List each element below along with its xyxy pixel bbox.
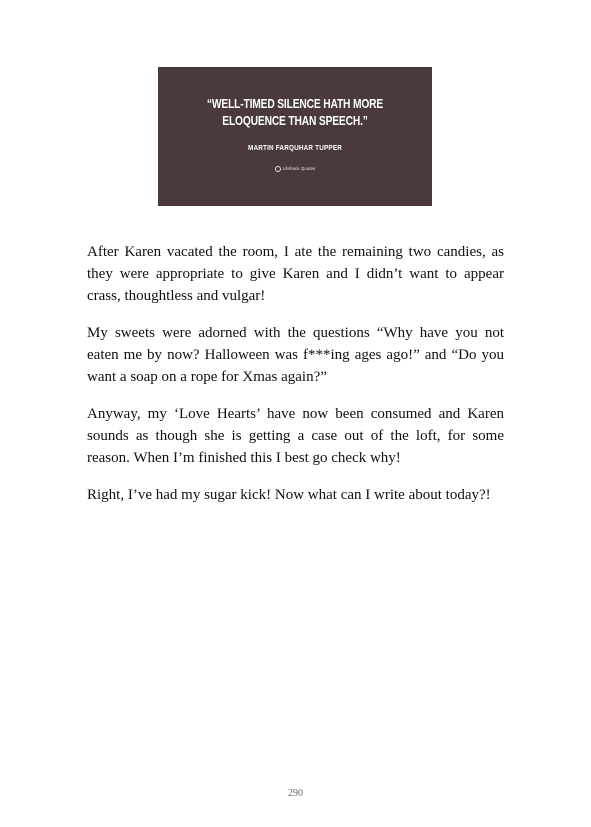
quote-source [158,166,432,172]
quote-image [158,67,432,206]
page-number: 290 [288,788,303,799]
paragraph: My sweets were adorned with the questions “Why have you not eaten me by now? Halloween was f***ing ages ago!” and “Do you want a soap on a rope for Xmas again?” [87,325,504,385]
quote-author: MARTIN FARQUHAR TUPPER [247,143,343,152]
quote-text: “WELL-TIMED SILENCE HATH MORE ELOQUENCE THAN SPEECH.” [206,97,384,128]
body-text [87,241,504,521]
quote-source-label: Lifehack Quotes [282,166,316,172]
paragraph: After Karen vacated the room, I ate the remaining two candies, as they were appropriate to give Karen and I didn’t want to appear crass, thoughtless and vulgar! [87,244,504,304]
lifehack-logo-icon [275,166,281,172]
paragraph: Anyway, my ‘Love Hearts’ have now been consumed and Karen sounds as though she is getting a case out of the loft, for some reason. When I’m finished this I best go check why! [87,406,504,466]
paragraph: Right, I’ve had my sugar kick! Now what can I write about today?! [87,487,491,503]
